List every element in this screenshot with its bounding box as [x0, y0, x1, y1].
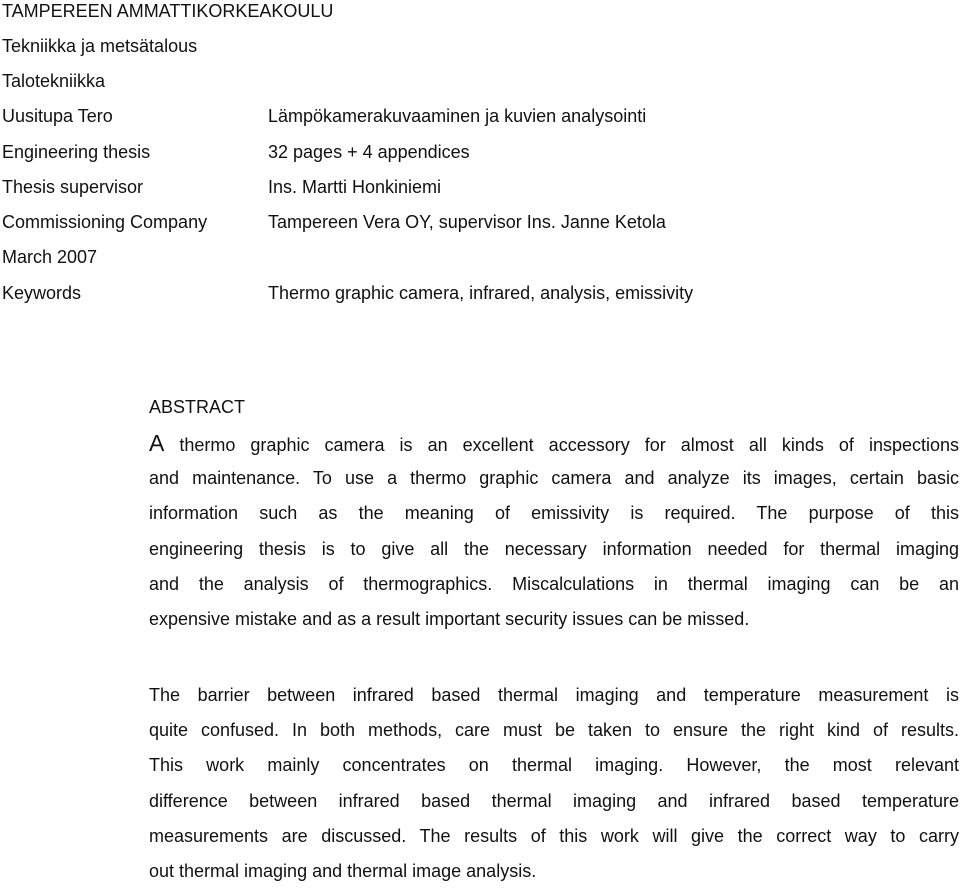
department-name: Talotekniikka — [2, 71, 106, 91]
commissioning-company-label: Commissioning Company — [2, 212, 208, 232]
abstract-paragraph-1 — [149, 432, 959, 643]
paragraph-line: information such as the meaning of emissivity is required. The purpose of this — [149, 503, 959, 524]
supervisor-name: Ins. Martti Honkiniemi — [268, 177, 442, 197]
paragraph-line: out thermal imaging and thermal image analysis. — [149, 860, 537, 881]
thesis-type-label: Engineering thesis — [2, 142, 151, 162]
paragraph-line: and maintenance. To use a thermo graphic camera and analyze its images, certain basic — [149, 468, 959, 489]
paragraph-line: expensive mistake and as a result important security issues can be missed. — [149, 608, 750, 629]
paragraph-line: and the analysis of thermographics. Miscalculations in thermal imaging can be an — [149, 573, 959, 594]
paragraph-line: measurements are discussed. The results of this work will give the correct way to carry — [149, 825, 959, 846]
page-count: 32 pages + 4 appendices — [268, 142, 470, 162]
keywords-label: Keywords — [2, 283, 82, 303]
keywords-value: Thermo graphic camera, infrared, analysis, emissivity — [268, 283, 694, 303]
paragraph-line: The barrier between infrared based thermal imaging and temperature measurement is — [149, 685, 959, 705]
thesis-title: Lämpökamerakuvaaminen ja kuvien analysointi — [268, 106, 647, 126]
faculty-name: Tekniikka ja metsätalous — [2, 36, 198, 56]
drop-cap-letter: A — [149, 430, 165, 456]
paragraph-line: difference between infrared based thermal imaging and infrared based temperature — [149, 790, 959, 811]
author-name: Uusitupa Tero — [2, 106, 113, 126]
line-text: thermo graphic camera is an excellent accessory for almost all kinds of inspections — [164, 435, 959, 455]
supervisor-label: Thesis supervisor — [2, 177, 144, 197]
thesis-date: March 2007 — [2, 247, 98, 267]
abstract-heading: ABSTRACT — [149, 397, 246, 417]
commissioning-company-value: Tampereen Vera OY, supervisor Ins. Janne Ketola — [268, 212, 666, 232]
paragraph-line: This work mainly concentrates on thermal imaging. However, the most relevant — [149, 755, 959, 776]
paragraph-line: quite confused. In both methods, care must be taken to ensure the right kind of results. — [149, 720, 959, 741]
abstract-paragraph-2 — [149, 684, 959, 895]
paragraph-line — [149, 432, 959, 467]
paragraph-line: engineering thesis is to give all the necessary information needed for thermal imaging — [149, 538, 959, 559]
school-name: TAMPEREEN AMMATTIKORKEAKOULU — [2, 1, 334, 21]
